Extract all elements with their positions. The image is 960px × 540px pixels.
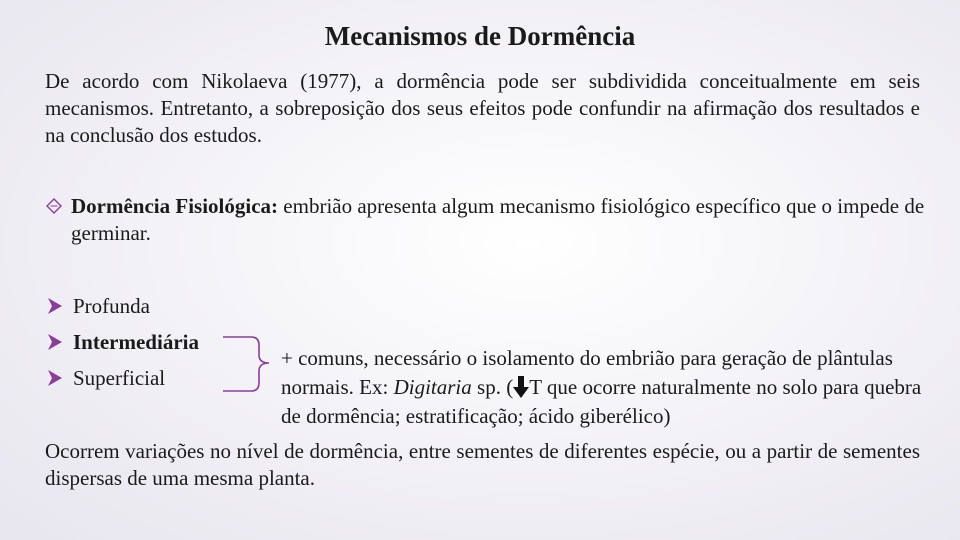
type-label-superficial: Superficial bbox=[73, 365, 166, 390]
note-text-3: T que ocorre naturalmente no solo para quebra de dormência; estratificação; ácido giberélico) bbox=[281, 375, 922, 428]
down-arrow-icon bbox=[513, 376, 529, 398]
list-item bbox=[45, 360, 199, 396]
arrow-right-icon bbox=[45, 368, 65, 388]
outro-paragraph: Ocorrem variações no nível de dormência, entre sementes de diferentes espécie, ou a partir de sementes dispersas de uma mesma planta. bbox=[45, 439, 920, 490]
diamond-outline-icon bbox=[45, 193, 67, 220]
slide-title: Mecanismos de Dormência bbox=[324, 21, 636, 51]
intermediate-note bbox=[281, 344, 931, 431]
list-item bbox=[45, 288, 199, 324]
physiological-dormancy-item bbox=[45, 193, 925, 247]
dormancy-types-list bbox=[45, 288, 199, 396]
note-text-1: + comuns, necessário o isolamento do embrião para geração de plântulas normais. Ex: bbox=[281, 346, 893, 399]
note-text-2: sp. ( bbox=[471, 375, 514, 399]
note-species: Digitaria bbox=[393, 375, 472, 399]
type-label-profunda: Profunda bbox=[73, 293, 150, 318]
list-item bbox=[45, 324, 199, 360]
intro-paragraph: De acordo com Nikolaeva (1977), a dormência pode ser subdividida conceitualmente em seis mecanismos. Entretanto, a sobreposição dos seus efeitos pode confundir na afirmação dos resultados e na conclusão dos estudos. bbox=[45, 69, 920, 147]
curly-brace-icon bbox=[221, 333, 271, 395]
physiological-description: embrião apresenta algum mecanismo fisiológico específico que o impede de germinar. bbox=[71, 194, 925, 245]
arrow-right-icon bbox=[45, 296, 65, 316]
type-label-intermediaria: Intermediária bbox=[73, 329, 199, 354]
physiological-heading: Dormência Fisiológica: bbox=[71, 194, 279, 218]
arrow-right-icon bbox=[45, 332, 65, 352]
